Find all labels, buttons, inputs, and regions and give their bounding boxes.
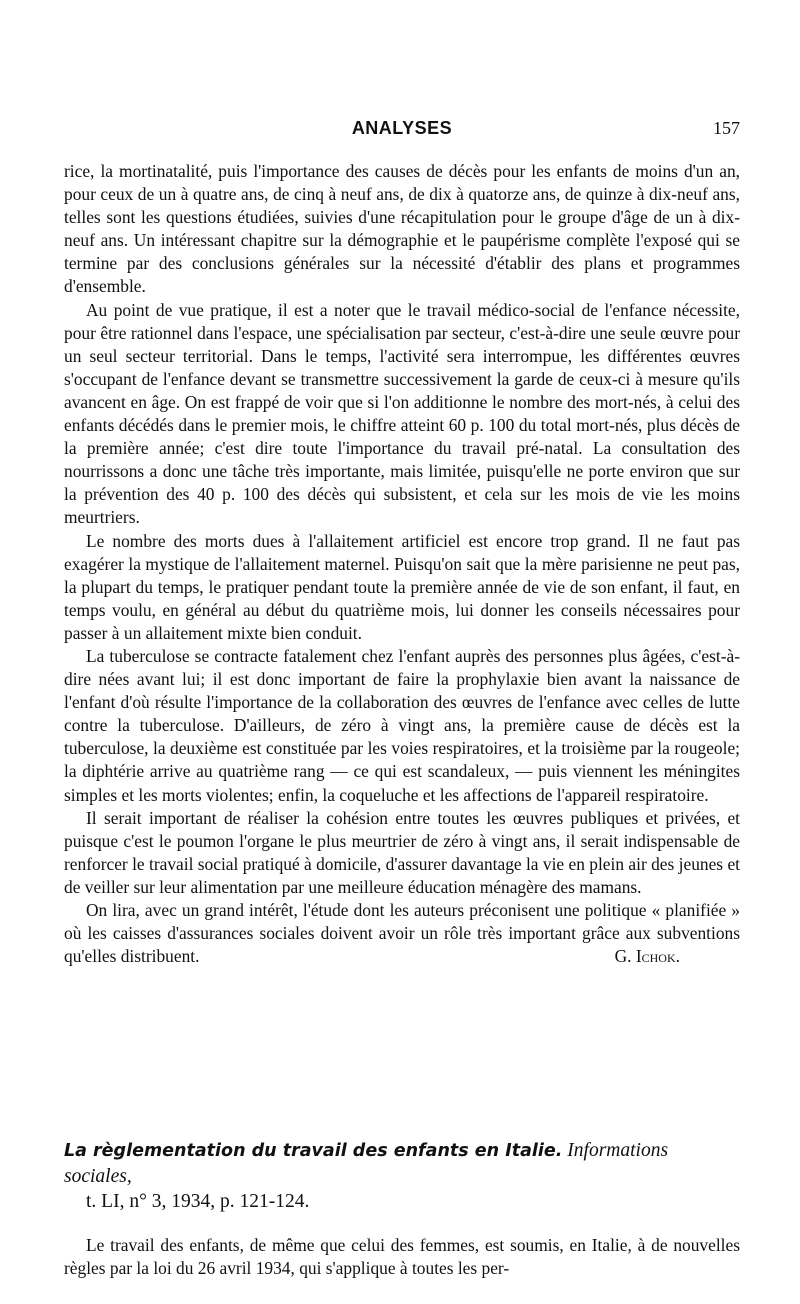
paragraph-last [64, 899, 740, 968]
paragraph: La tuberculose se contracte fatalement chez l'enfant auprès des personnes plus âgées, c'est-à-dire nées avant lui; il est donc important de faire la prophylaxie bien avant la naissance de l'enfant d'où résulte l'importance de la collaboration des œuvres de l'enfance avec celles de lutte contre la tuberculose. D'ailleurs, de zéro à vingt ans, la première cause de décès est la tuberculose, la deuxième est constituée par les voies respiratoires, et la troisième par la rougeole; la diphtérie arrive au quatrième rang — ce qui est scandaleux, — puis viennent les méningites simples et les morts violentes; enfin, la coqueluche et les affections de l'appareil respiratoire. [64, 645, 740, 805]
paragraph-text: On lira, avec un grand intérêt, l'étude dont les auteurs préconisent une politique « planifiée » où les caisses d'assurances sociales doivent avoir un rôle très important grâce aux subventions qu'elles distribuent. [64, 900, 740, 967]
analysis-text [64, 160, 740, 968]
author-signature: G. Ichok. [614, 946, 680, 967]
paragraph: Il serait important de réaliser la cohésion entre toutes les œuvres publiques et privées, et puisque c'est le poumon l'organe le plus meurtrier de zéro à vingt ans, il serait indispensable de renforcer le travail social pratiqué à domicile, d'assurer davantage la vie en plein air des jeunes et de veiller sur leur alimentation par une meilleure éducation ménagère des mamans. [64, 807, 740, 897]
section-body: Le travail des enfants, de même que celui des femmes, est soumis, en Italie, à de nouvelles règles par la loi du 26 avril 1934, qui s'applique à toutes les per- [64, 1235, 740, 1279]
section-title: La règlementation du travail des enfants en Italie. [64, 1141, 563, 1161]
running-title: ANALYSES [351, 118, 453, 138]
running-head [64, 118, 740, 146]
section-reference: t. LI, n° 3, 1934, p. 121-124. [86, 1191, 310, 1212]
paragraph: Le nombre des morts dues à l'allaitement artificiel est encore trop grand. Il ne faut pas exagérer la mystique de l'allaitement maternel. Puisqu'on sait que la mère parisienne ne peut pas, la plupart du temps, le pratiquer pendant toute la première année de vie de son enfant, il faut, en temps voulu, en général au début du quatrième mois, lui donner les conseils nécessaires pour passer à un allaitement mixte bien conduit. [64, 530, 740, 643]
paragraph: Au point de vue pratique, il est a noter que le travail médico-social de l'enfance nécessite, pour être rationnel dans l'espace, une spécialisation par secteur, c'est-à-dire une seule œuvre pour un seul secteur territorial. Dans le temps, l'activité sera interrompue, les différentes œuvres s'occupant de l'enfance devant se transmettre successivement la garde de ceux-ci à mesure qu'ils avancent en âge. On est frappé de voir que si l'on additionne le nombre des mort-nés, à celui des enfants décédés dans le premier mois, le chiffre atteint 60 p. 100 du total mort-nés, plus décès de la première année; c'est dire toute l'importance du travail pré-natal. La consultation des nourrissons a donc une tâche très importante, mais limitée, puisqu'elle ne porte environ que sur la prévention des 40 p. 100 des décès qui subsistent, et cela sur les mois de vie les moins meurtriers. [64, 299, 740, 528]
new-analysis-section [64, 1138, 740, 1280]
page-number: 157 [713, 118, 740, 138]
section-heading [64, 1138, 740, 1214]
section-journal: Informations sociales, [64, 1140, 669, 1187]
paragraph-continued: rice, la mortinatalité, puis l'importance des causes de décès pour les enfants de moins d'un an, pour ceux de un à quatre ans, de cinq à neuf ans, de dix à quatorze ans, de quinze à dix-neuf ans, telles sont les questions étudiées, suivies d'une récapitulation pour le groupe d'âge de un à dix-neuf ans. Un intéressant chapitre sur la démographie et le paupérisme complète l'exposé qui se termine par des conclusions générales sur la nécessité d'établir des plans et programmes d'ensemble. [64, 161, 740, 297]
